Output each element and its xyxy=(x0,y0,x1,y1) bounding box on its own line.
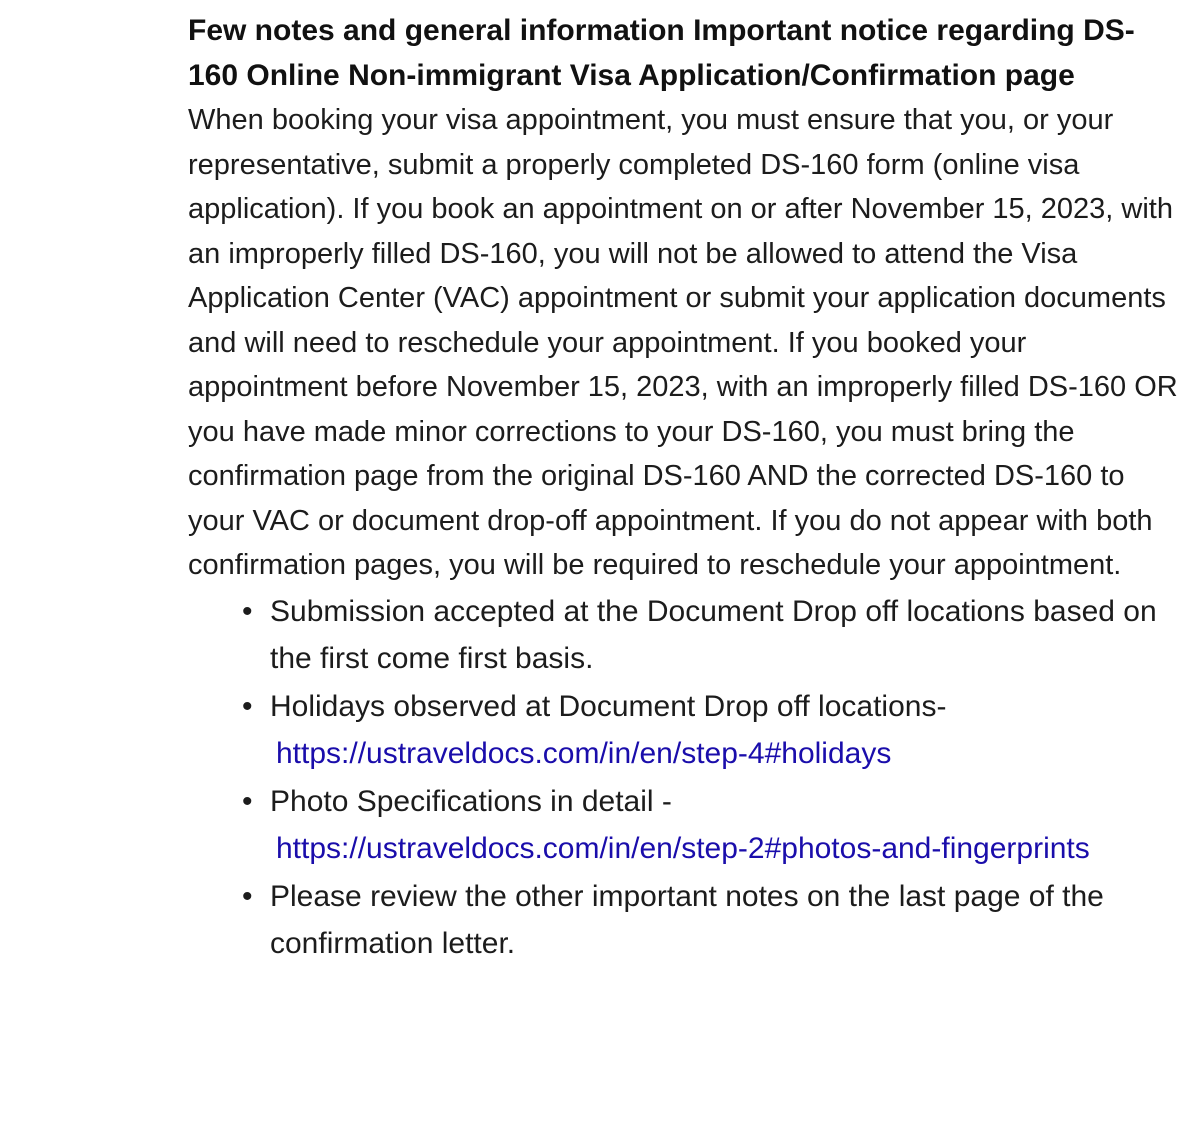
notice-section xyxy=(188,8,1178,968)
bullet-icon: • xyxy=(242,689,253,723)
bullet-icon: • xyxy=(242,784,253,818)
notes-list xyxy=(188,588,1178,968)
note-text: Photo Specifications in detail - xyxy=(270,784,672,818)
list-item xyxy=(242,683,1178,778)
photo-specifications-link[interactable]: https://ustraveldocs.com/in/en/step-2#photos-and-fingerprints xyxy=(276,832,1090,865)
note-text: Submission accepted at the Document Drop off locations based on the first come first basis. xyxy=(270,594,1157,675)
list-item xyxy=(242,778,1178,873)
note-text: Please review the other important notes on the last page of the confirmation letter. xyxy=(270,879,1104,960)
list-item xyxy=(242,588,1178,683)
note-text: Holidays observed at Document Drop off locations- xyxy=(270,689,947,723)
bullet-icon: • xyxy=(242,594,253,628)
notice-body: When booking your visa appointment, you must ensure that you, or your representative, submit a properly completed DS-160 form (online visa application). If you book an appointment on or after November 15, 2023, with an improperly filled DS-160, you will not be allowed to attend the Visa Application Center (VAC) appointment or submit your application documents and will need to reschedule your appointment. If you booked your appointment before November 15, 2023, with an improperly filled DS-160 OR you have made minor corrections to your DS-160, you must bring the confirmation page from the original DS-160 AND the corrected DS-160 to your VAC or document drop-off appointment. If you do not appear with both confirmation pages, you will be required to reschedule your appointment. xyxy=(188,104,1178,581)
notice-title: Few notes and general information Important notice regarding DS-160 Online Non-immigrant Visa Application/Confirmation page xyxy=(188,14,1135,92)
bullet-icon: • xyxy=(242,879,253,913)
list-item xyxy=(242,873,1178,968)
holidays-link[interactable]: https://ustraveldocs.com/in/en/step-4#holidays xyxy=(276,737,892,770)
